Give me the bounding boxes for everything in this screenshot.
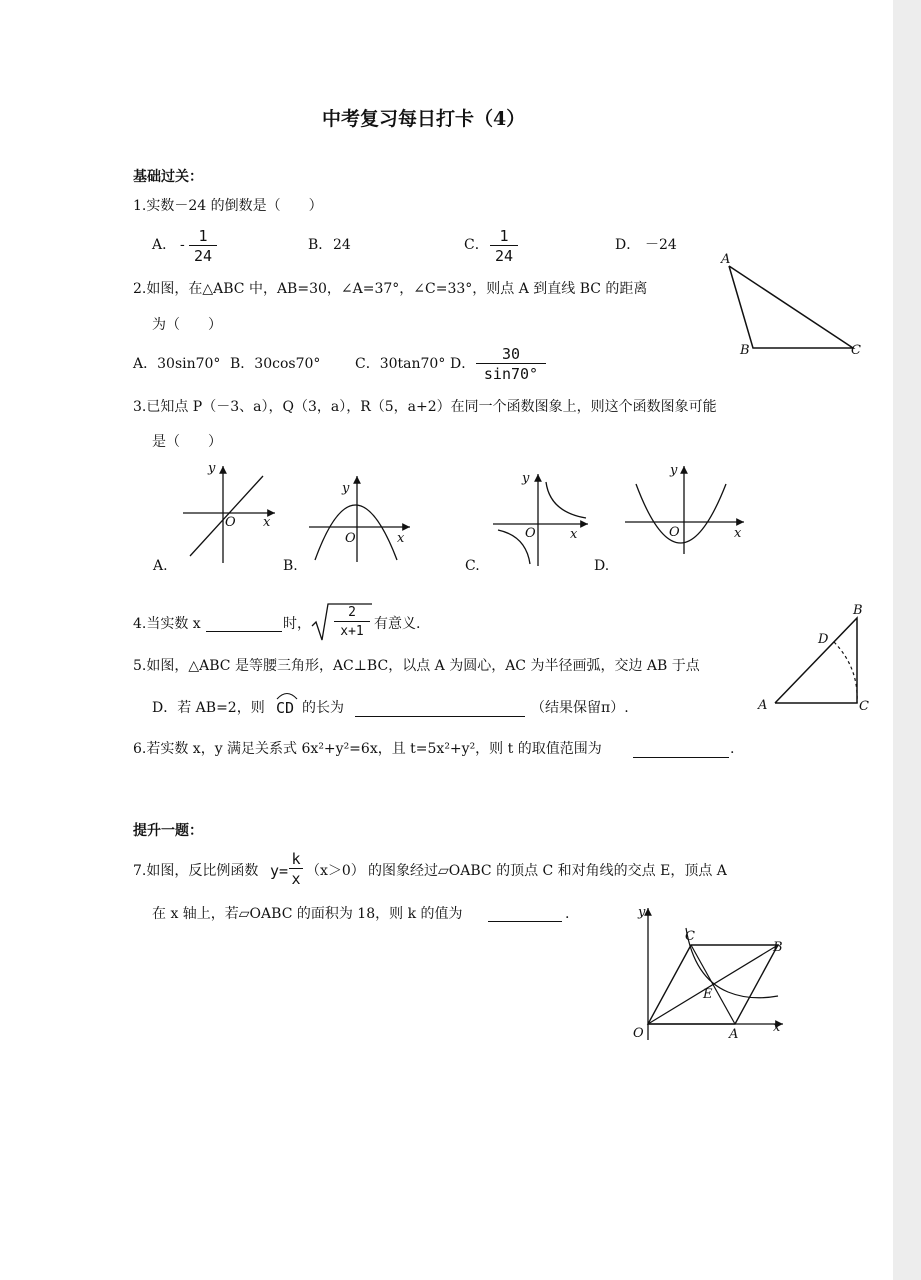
- q2-stem: 2.如图，在△ABC 中，AB=30，∠A=37°，∠C=33°，则点 A 到直线 BC 的距离: [133, 281, 648, 297]
- q7-suffix: 的图象经过▱OABC 的顶点 C 和对角线的交点 E，顶点 A: [368, 863, 727, 879]
- q3-graph-b: [305, 470, 415, 565]
- q7-label-a: A: [729, 1027, 739, 1042]
- q5-label-b: B: [853, 603, 863, 618]
- q3-graph-b-curve: [315, 505, 397, 560]
- q1-option-d-label: D．: [615, 237, 641, 253]
- q2-option-d-fraction: [476, 346, 546, 383]
- q5-dashed-arc: [834, 642, 857, 703]
- q1-option-b-text: 24: [333, 237, 351, 253]
- q4-prefix: 4.当实数 x: [133, 616, 201, 632]
- q3-graph-c: [490, 470, 600, 570]
- q3-graph-a-origin: O: [225, 515, 236, 530]
- q3-graph-c-origin: O: [525, 526, 536, 541]
- q2-label-a: A: [721, 252, 731, 267]
- q5-arc-mark-stroke: [277, 694, 297, 700]
- q2-triangle-figure: [715, 250, 875, 365]
- q2-option-b: [230, 355, 320, 373]
- q1-option-a-fraction: [189, 228, 217, 265]
- q5-label-c: C: [859, 699, 869, 714]
- q7-prefix: 7.如图，反比例函数: [133, 863, 259, 879]
- q3-graph-d: [622, 462, 750, 557]
- q3-graph-d-origin: O: [669, 525, 680, 540]
- q7-answer-blank[interactable]: [488, 920, 562, 922]
- q1-option-c-fraction: [490, 228, 518, 265]
- q3-stem-line2: 是（ ）: [152, 434, 222, 450]
- q5-answer-blank[interactable]: [355, 715, 525, 717]
- q7-label-o: O: [633, 1026, 644, 1041]
- q4-radicand-fraction: [334, 604, 370, 641]
- q7-line2: 在 x 轴上，若▱OABC 的面积为 18，则 k 的值为: [152, 906, 463, 922]
- q2-option-b-label: B．: [230, 356, 255, 372]
- q3-option-b-label: B.: [283, 558, 298, 574]
- q7-function-num: k: [291, 850, 301, 868]
- q2-option-a-text: 30sin70°: [157, 356, 221, 372]
- q1-option-c-num: 1: [499, 227, 509, 245]
- q3-graph-d-x-label: x: [734, 526, 742, 541]
- q2-option-b-text: 30cos70°: [254, 356, 321, 372]
- q2-option-d-num: 30: [501, 345, 521, 363]
- q7-function-fraction: [289, 851, 303, 888]
- q5-line2-b: 的长为: [302, 700, 344, 716]
- q2-option-a: [133, 355, 220, 373]
- q3-graph-b-x-label: x: [397, 531, 405, 546]
- q3-graph-c-x-label: x: [570, 527, 578, 542]
- q3-graph-a-y-label: y: [208, 461, 216, 476]
- page-margin-band: [893, 0, 921, 1280]
- q6-end: .: [730, 741, 735, 757]
- q1-option-c-den: 24: [490, 245, 518, 265]
- q7-label-y: y: [638, 905, 646, 920]
- q3-option-a-label: A.: [153, 558, 168, 574]
- q7-diagonal-ca: [691, 945, 735, 1024]
- q4-answer-blank[interactable]: [206, 630, 282, 632]
- q1-option-a-sign: -: [180, 237, 185, 253]
- q4-radicand-num: 2: [348, 605, 356, 620]
- q3-graph-d-curve: [636, 484, 726, 543]
- q2-label-c: C: [851, 343, 861, 358]
- q2-option-a-label: A．: [133, 356, 158, 372]
- q3-graph-a: [175, 458, 285, 568]
- q3-option-d-label: D.: [594, 558, 610, 574]
- q7-function-den: x: [289, 868, 303, 888]
- q2-option-c-text: 30tan70°: [379, 356, 446, 372]
- q5-line2-c: （结果保留π）.: [531, 700, 629, 716]
- q7-function-lhs: y=: [270, 862, 289, 880]
- q3-stem: 3.已知点 P（－3、a），Q（3，a），R（5，a+2）在同一个函数图象上，则这个函数图象可能: [133, 399, 717, 415]
- q5-arc-label: CD: [276, 699, 295, 717]
- q2-option-d-den: sin70°: [476, 363, 546, 383]
- q3-graph-c-y-label: y: [522, 471, 530, 486]
- q3-graph-d-y-label: y: [670, 463, 678, 478]
- q3-option-c-label: C.: [465, 558, 480, 574]
- q6-stem: 6.若实数 x，y 满足关系式 6x²+y²=6x，且 t=5x²+y²，则 t 的取值范围为: [133, 741, 602, 757]
- q4-middle: 时，: [283, 616, 311, 632]
- q5-triangle-figure: [755, 598, 875, 718]
- q5-arc-mark: [275, 690, 299, 700]
- q4-radicand-den: x+1: [334, 621, 370, 641]
- q1-option-a-num: 1: [198, 227, 208, 245]
- q1-option-a-label: A．: [152, 237, 177, 253]
- q5-triangle-shape: [775, 618, 857, 703]
- q7-function-condition: （x＞0）: [306, 863, 365, 879]
- q2-label-b: B: [740, 343, 750, 358]
- q7-label-x: x: [773, 1020, 781, 1035]
- q2-option-c: [355, 355, 445, 373]
- q5-stem: 5.如图，△ABC 是等腰三角形，AC⊥BC，以点 A 为圆心，AC 为半径画弧，交边 AB 于点: [133, 658, 700, 674]
- q3-graph-b-y-label: y: [342, 481, 350, 496]
- page-title: 中考复习每日打卡（4）: [322, 108, 526, 130]
- q1-option-c-label: C．: [464, 237, 489, 253]
- section-basic-heading: 基础过关：: [133, 169, 203, 185]
- q6-answer-blank[interactable]: [633, 756, 729, 758]
- q1-stem: 1.实数－24 的倒数是（ ）: [133, 198, 323, 214]
- q2-option-c-label: C．: [355, 356, 380, 372]
- q1-option-d-text: －24: [645, 237, 677, 253]
- q1-option-a-den: 24: [189, 245, 217, 265]
- q7-label-b: B: [773, 940, 783, 955]
- q1-option-b-label: B．: [308, 237, 333, 253]
- q7-parallelogram-figure: [628, 900, 788, 1045]
- q4-suffix: 有意义.: [374, 616, 421, 632]
- section-advanced-heading: 提升一题：: [133, 823, 203, 839]
- q7-label-c: C: [685, 929, 695, 944]
- q3-graph-b-origin: O: [345, 531, 356, 546]
- q3-graph-a-x-label: x: [263, 515, 271, 530]
- q2-triangle-shape: [729, 266, 853, 348]
- q3-graph-c-curve-right: [546, 482, 586, 518]
- q2-stem-line2: 为（ ）: [152, 317, 222, 333]
- q5-label-d: D: [818, 632, 829, 647]
- q5-line2-a: D．若 AB=2，则: [152, 700, 265, 716]
- q7-hyperbola-curve: [686, 928, 778, 998]
- q2-option-d-label: D．: [450, 356, 476, 372]
- q7-end: .: [565, 906, 570, 922]
- q7-label-e: E: [703, 987, 713, 1002]
- q5-label-a: A: [758, 698, 768, 713]
